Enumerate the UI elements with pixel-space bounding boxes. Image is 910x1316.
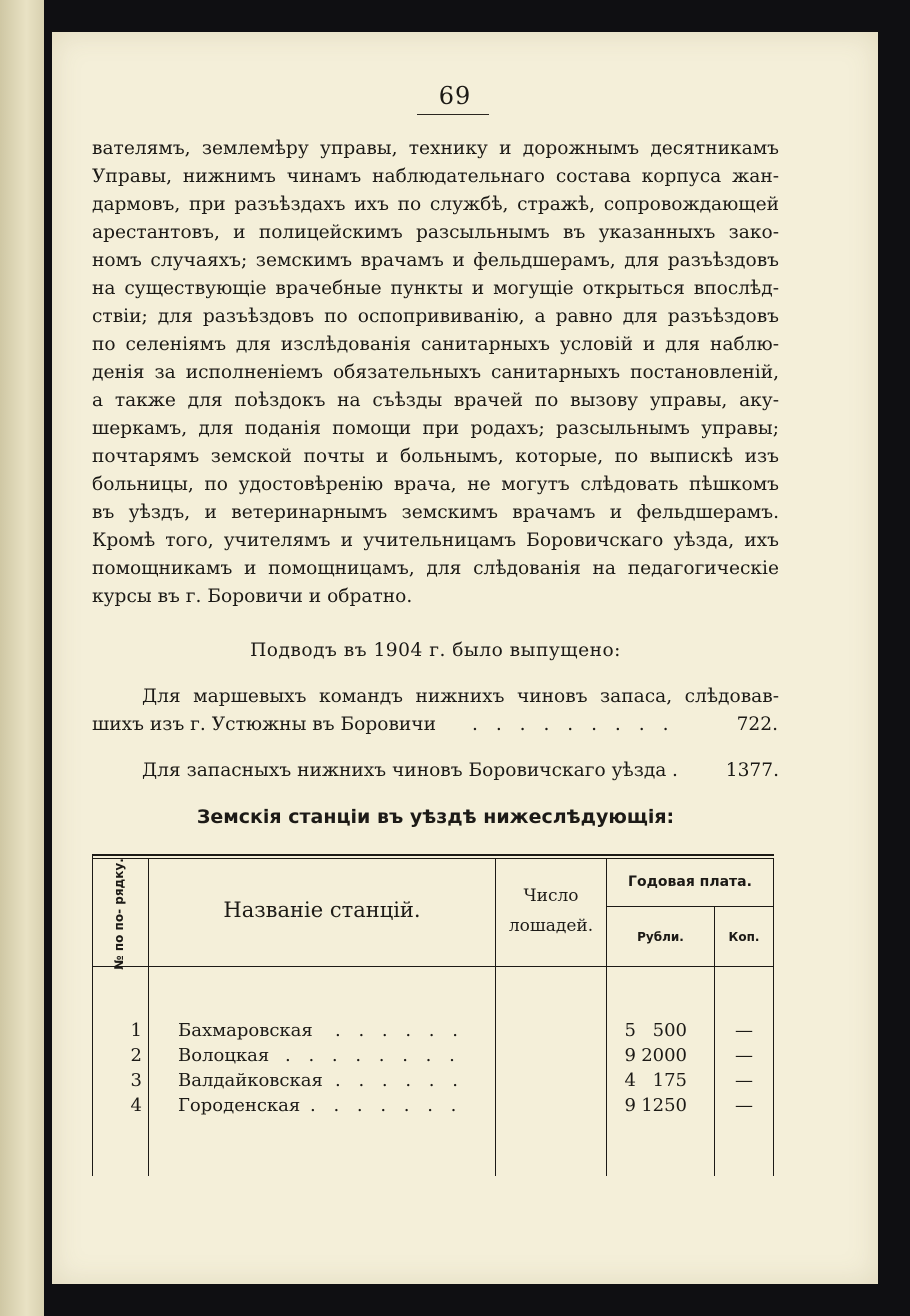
page-number: 69 (438, 82, 472, 110)
march-line-2: шихъ изъ г. Устюжны въ Боровичи (92, 714, 436, 735)
col-header-horses-1: Число (523, 886, 579, 906)
reserve-leader-dot: . (672, 760, 678, 781)
paragraph-line: арестантовъ, и полицейскимъ разсыльнымъ въ указанныхъ зако- (92, 222, 779, 243)
station-name: Бахмаровская (178, 1020, 313, 1041)
march-leader-dots: . . . . . . . . . (472, 714, 675, 735)
kopecks-value: — (735, 1045, 753, 1066)
paragraph-line: въ уѣздъ, и ветеринарнымъ земскимъ врачамъ и фельдшерамъ. (92, 502, 779, 523)
rubles-value: 175 (652, 1070, 687, 1091)
paragraph-line: почтарямъ земской почты и больнымъ, которые, по выпискѣ изъ (92, 446, 779, 467)
col-header-number: № по по- рядку. (112, 857, 126, 970)
kopecks-value: — (735, 1095, 753, 1116)
kopecks-value: — (735, 1020, 753, 1041)
paragraph-line: ствіи; для разъѣздовъ по оспопрививанію, а равно для разъѣздовъ (92, 306, 779, 327)
col-header-kopecks: Коп. (728, 930, 760, 944)
leader-dots: . . . . . . . (310, 1095, 463, 1116)
reserve-value: 1377. (725, 760, 779, 781)
table-heading: Земскія станціи въ уѣздѣ нижеслѣдующія: (196, 806, 675, 828)
table-right-border (773, 858, 774, 1176)
row-number: 2 (130, 1045, 142, 1066)
station-name: Городенская (178, 1095, 301, 1116)
row-number: 1 (130, 1020, 142, 1041)
leader-dots: . . . . . . (335, 1070, 464, 1091)
horses-count: 5 (624, 1020, 636, 1041)
march-value: 722. (736, 714, 778, 735)
paragraph-line: помощникамъ и помощницамъ, для слѣдованія на педагогическіе (92, 558, 779, 579)
col-header-horses-2: лошадей. (508, 916, 594, 936)
paragraph-line: Управы, нижнимъ чинамъ наблюдательнаго состава корпуса жан- (92, 166, 779, 187)
paragraph-line: дармовъ, при разъѣздахъ ихъ по службѣ, стражѣ, сопровождающей (92, 194, 779, 215)
col-header-rubles: Рубли. (637, 930, 684, 944)
col-header-annual-pay: Годовая плата. (628, 874, 752, 890)
col-divider-num (148, 858, 149, 1176)
paragraph-line: больницы, по удостовѣренію врача, не могутъ слѣдовать пѣшкомъ (92, 474, 779, 495)
leader-dots: . . . . . . (335, 1020, 464, 1041)
col-divider-horses (606, 858, 607, 1176)
paragraph-line: Кромѣ того, учителямъ и учительницамъ Боровичскаго уѣзда, ихъ (92, 530, 779, 551)
paragraph-line: номъ случаяхъ; земскимъ врачамъ и фельдшерамъ, для разъѣздовъ (92, 250, 779, 271)
station-name: Валдайковская (178, 1070, 323, 1091)
paragraph-line: курсы въ г. Боровичи и обратно. (92, 586, 413, 607)
table-left-border (92, 854, 93, 1176)
podvod-heading: Подводъ въ 1904 г. было выпущено: (250, 640, 621, 661)
paragraph-line: а также для поѣздокъ на съѣзды врачей по вызову управы, аку- (92, 390, 779, 411)
reserve-line: Для запасныхъ нижнихъ чиновъ Боровичскаго уѣзда (142, 760, 667, 781)
horses-count: 4 (624, 1070, 636, 1091)
kopecks-value: — (735, 1070, 753, 1091)
station-name: Волоцкая (178, 1045, 270, 1066)
col-header-name: Названіе станцій. (223, 898, 421, 922)
paragraph-line: вателямъ, землемѣру управы, технику и дорожнымъ десятникамъ (92, 138, 779, 159)
horses-count: 9 (624, 1095, 636, 1116)
paragraph-line: шеркамъ, для поданія помощи при родахъ; разсыльнымъ управы; (92, 418, 779, 439)
table-top-rule (92, 854, 774, 856)
paragraph-line: денія за исполненіемъ обязательныхъ санитарныхъ постановленій, (92, 362, 779, 383)
table-header-rule (92, 966, 774, 967)
row-number: 4 (130, 1095, 142, 1116)
facing-page-edge (0, 0, 44, 1316)
table-top-rule-thin (92, 858, 774, 859)
pay-subheader-rule (606, 906, 774, 907)
rubles-value: 500 (652, 1020, 687, 1041)
horses-count: 9 (624, 1045, 636, 1066)
rubles-value: 1250 (641, 1095, 687, 1116)
rubles-value: 2000 (641, 1045, 687, 1066)
leader-dots: . . . . . . . . (285, 1045, 461, 1066)
row-number: 3 (130, 1070, 142, 1091)
page-number-rule (417, 114, 489, 115)
paragraph-line: на существующіе врачебные пункты и могущіе открыться впослѣд- (92, 278, 779, 299)
march-line-1: Для маршевыхъ командъ нижнихъ чиновъ запаса, слѣдовав- (142, 686, 779, 707)
col-divider-rub (714, 906, 715, 1176)
paragraph-line: по селеніямъ для изслѣдованія санитарныхъ условій и для наблю- (92, 334, 779, 355)
